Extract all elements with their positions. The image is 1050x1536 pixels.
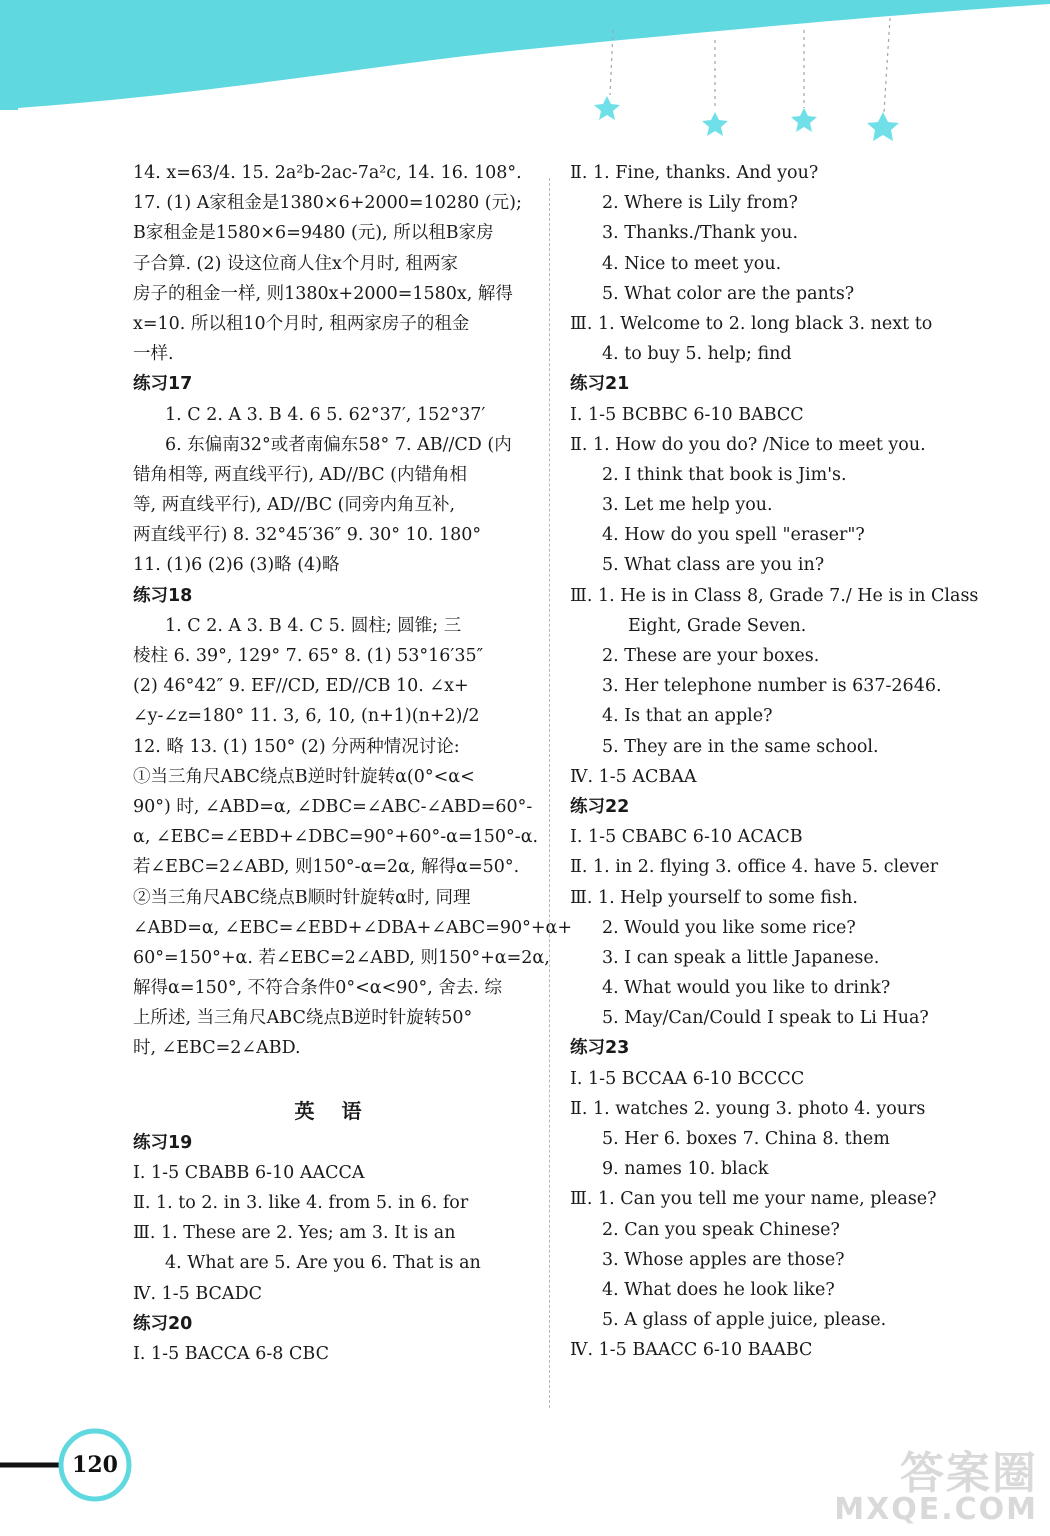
answer-line: 3. Thanks./Thank you. [602,223,799,244]
answer-line: Ⅱ. 1. Fine, thanks. And you? [570,163,819,183]
answer-line: 2. Can you speak Chinese? [602,1219,840,1240]
answer-line: Ⅲ. 1. Help yourself to some fish. [570,887,858,908]
answer-line: 时, ∠EBC=2∠ABD. [133,1038,301,1059]
answer-line: 2. I think that book is Jim's. [602,464,847,485]
column-divider [549,178,550,1408]
answer-line: 若∠EBC=2∠ABD, 则150°-α=2α, 解得α=50°. [133,857,520,878]
answer-line: 1. C 2. A 3. B 4. 6 5. 62°37′, 152°37′ [165,404,486,425]
answer-line: 5. What color are the pants? [602,283,855,304]
answer-line: 3. Whose apples are those? [602,1249,845,1270]
answer-line: 2. Would you like some rice? [602,917,856,938]
answer-line: Ⅰ. 1-5 CBABC 6-10 ACACB [570,827,803,848]
answer-line: 等, 两直线平行), AD//BC (同旁内角互补, [133,495,456,516]
answer-line: 4. What would you like to drink? [602,978,891,999]
answer-line: 5. They are in the same school. [602,736,879,757]
answer-line: Ⅰ. 1-5 BCCAA 6-10 BCCCC [570,1068,805,1089]
answer-line: 4. What are 5. Are you 6. That is an [165,1253,481,1274]
answer-line: 3. Her telephone number is 637-2646. [602,676,942,697]
watermark [834,1448,1038,1528]
answer-line: 5. What class are you in? [602,555,825,576]
answer-line: Ⅲ. 1. He is in Class 8, Grade 7./ He is in Class [570,585,979,606]
watermark-url: MXQE.COM [834,1492,1038,1527]
answer-line: 5. May/Can/Could I speak to Li Hua? [602,1008,929,1029]
answer-line: Ⅱ. 1. to 2. in 3. like 4. from 5. in 6. for [133,1193,469,1213]
answer-line: 12. 略 13. (1) 150° (2) 分两种情况讨论: [133,736,460,757]
answer-line: x=10. 所以租10个月时, 租两家房子的租金 [133,313,470,334]
answer-line: Ⅲ. 1. These are 2. Yes; am 3. It is an [133,1223,456,1244]
answer-line: (2) 46°42″ 9. EF//CD, ED//CB 10. ∠x+ [133,676,469,697]
answer-line: B家租金是1580×6=9480 (元), 所以租B家房 [133,223,494,244]
answer-line: Ⅱ. 1. watches 2. young 3. photo 4. yours [570,1098,926,1119]
answer-line: 3. Let me help you. [602,495,773,516]
page-number: 120 [72,1452,118,1478]
answer-line: 4. What does he look like? [602,1279,835,1300]
answer-line: 错角相等, 两直线平行), AD//BC (内错角相 [133,464,468,485]
subject-title: 英 语 [294,1098,372,1123]
answer-line: 14. x=63/4. 15. 2a²b-2ac-7a²c, 14. 16. 108°. [133,163,522,183]
answer-line: 子合算. (2) 设这位商人住x个月时, 租两家 [133,253,458,274]
section-heading: 练习22 [570,796,630,817]
answer-line: 17. (1) A家租金是1380×6+2000=10280 (元); [133,193,522,214]
answer-line: Ⅰ. 1-5 CBABB 6-10 AACCA [133,1162,365,1183]
answer-line: 4. How do you spell "eraser"? [602,525,865,546]
answer-line: 5. Her 6. boxes 7. China 8. them [602,1129,890,1149]
answer-line: Ⅰ. 1-5 BACCA 6-8 CBC [133,1343,329,1364]
answer-line: 两直线平行) 8. 32°45′36″ 9. 30° 10. 180° [133,525,482,546]
answer-line: Ⅲ. 1. Welcome to 2. long black 3. next to [570,313,933,334]
section-heading: 练习17 [133,374,193,395]
answer-line: ∠y-∠z=180° 11. 3, 6, 10, (n+1)(n+2)/2 [133,706,480,727]
answer-line: ∠ABD=α, ∠EBC=∠EBD+∠DBA+∠ABC=90°+α+ [133,917,573,938]
answer-line: ②当三角尺ABC绕点B顺时针旋转α时, 同理 [133,887,471,908]
header-banner [0,0,1050,150]
answer-line: 上所述, 当三角尺ABC绕点B逆时针旋转50° [133,1008,473,1029]
answer-line: 棱柱 6. 39°, 129° 7. 65° 8. (1) 53°16′35″ [133,646,484,666]
section-heading: 练习19 [133,1132,193,1153]
answer-line: 9. names 10. black [602,1159,769,1180]
answer-line: 4. Nice to meet you. [602,253,782,274]
answer-line: 一样. [133,344,174,365]
answer-line: 5. A glass of apple juice, please. [602,1310,887,1331]
answer-line: 60°=150°+α. 若∠EBC=2∠ABD, 则150°+α=2α, [133,947,550,968]
answer-line: Eight, Grade Seven. [628,615,807,636]
right-column [570,158,990,1366]
section-heading: 练习21 [570,374,630,395]
answer-line: 90°) 时, ∠ABD=α, ∠DBC=∠ABC-∠ABD=60°- [133,796,533,817]
answer-line: 4. Is that an apple? [602,706,773,727]
answer-line: α, ∠EBC=∠EBD+∠DBC=90°+60°-α=150°-α. [133,827,539,848]
answer-line: 3. I can speak a little Japanese. [602,947,880,968]
answer-line: 4. to buy 5. help; find [602,344,792,365]
answer-line: 11. (1)6 (2)6 (3)略 (4)略 [133,555,340,576]
answer-line: 解得α=150°, 不符合条件0°<α<90°, 舍去. 综 [133,978,503,999]
answer-line: 1. C 2. A 3. B 4. C 5. 圆柱; 圆锥; 三 [165,615,462,636]
answer-line: Ⅲ. 1. Can you tell me your name, please? [570,1189,937,1210]
section-heading: 练习18 [133,585,193,606]
answer-line: Ⅳ. 1-5 ACBAA [570,766,697,787]
answer-line: 6. 东偏南32°或者南偏东58° 7. AB//CD (内 [165,434,512,455]
answer-line: 2. Where is Lily from? [602,193,798,214]
section-heading: 练习23 [570,1038,630,1059]
answer-line: 房子的租金一样, 则1380x+2000=1580x, 解得 [133,283,513,304]
star-icon [594,96,899,141]
answer-line: Ⅱ. 1. in 2. flying 3. office 4. have 5. clever [570,857,939,878]
answer-line: Ⅳ. 1-5 BAACC 6-10 BAABC [570,1340,813,1361]
answer-line: Ⅳ. 1-5 BCADC [133,1283,262,1304]
answer-line: ①当三角尺ABC绕点B逆时针旋转α(0°<α< [133,766,475,787]
answer-line: 2. These are your boxes. [602,646,820,666]
answer-line: Ⅱ. 1. How do you do? /Nice to meet you. [570,434,926,455]
banner-shape [0,0,1050,110]
watermark-logo-text: 答案圈 [900,1448,1038,1499]
answer-line: Ⅰ. 1-5 BCBBC 6-10 BABCC [570,404,804,425]
section-heading: 练习20 [133,1313,193,1334]
left-column [133,158,573,1369]
